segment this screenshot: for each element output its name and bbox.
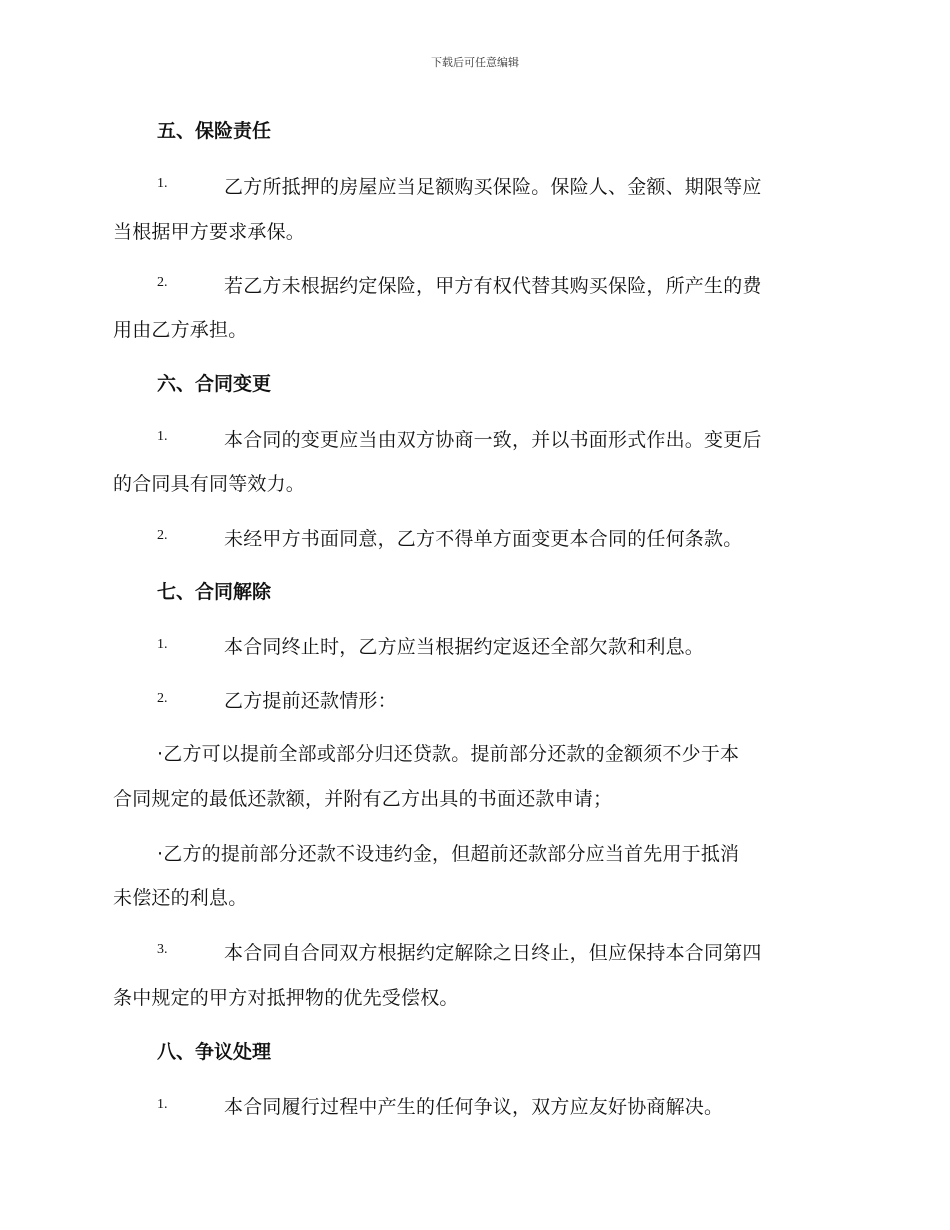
item-number: 1. xyxy=(157,429,168,444)
item-number: 2. xyxy=(157,528,168,543)
section-heading-7: 七、合同解除 xyxy=(157,581,272,603)
paragraph-line: 乙方所抵押的房屋应当足额购买保险。保险人、金额、期限等应 xyxy=(224,176,762,198)
paragraph-line: 合同规定的最低还款额，并附有乙方出具的书面还款申请； xyxy=(113,788,613,810)
paragraph-line: 本合同的变更应当由双方协商一致，并以书面形式作出。变更后 xyxy=(224,429,762,451)
paragraph-line: 若乙方未根据约定保险，甲方有权代替其购买保险，所产生的费 xyxy=(224,275,762,297)
bullet-line: ·乙方可以提前全部或部分归还贷款。提前部分还款的金额须不少于本 xyxy=(157,743,740,765)
paragraph-line: 本合同自合同双方根据约定解除之日终止，但应保持本合同第四 xyxy=(224,942,762,964)
paragraph-line: 用由乙方承担。 xyxy=(113,319,248,341)
item-number: 1. xyxy=(157,176,168,191)
bullet-line: ·乙方的提前部分还款不设违约金，但超前还款部分应当首先用于抵消 xyxy=(157,843,740,865)
paragraph-line: 当根据甲方要求承保。 xyxy=(113,221,306,243)
paragraph-line: 本合同履行过程中产生的任何争议，双方应友好协商解决。 xyxy=(224,1096,724,1118)
paragraph-line: 本合同终止时，乙方应当根据约定返还全部欠款和利息。 xyxy=(224,636,705,658)
item-number: 1. xyxy=(157,1097,168,1112)
item-number: 2. xyxy=(157,275,168,290)
section-heading-8: 八、争议处理 xyxy=(157,1041,272,1063)
section-heading-5: 五、保险责任 xyxy=(157,120,272,142)
section-heading-6: 六、合同变更 xyxy=(157,373,272,395)
item-number: 2. xyxy=(157,691,168,706)
paragraph-line: 的合同具有同等效力。 xyxy=(113,473,306,495)
page-header: 下载后可任意编辑 xyxy=(431,56,519,69)
paragraph-line: 未偿还的利息。 xyxy=(113,887,248,909)
item-number: 3. xyxy=(157,942,168,957)
item-number: 1. xyxy=(157,637,168,652)
paragraph-line: 条中规定的甲方对抵押物的优先受偿权。 xyxy=(113,987,459,1009)
paragraph-line: 乙方提前还款情形： xyxy=(224,690,397,712)
paragraph-line: 未经甲方书面同意，乙方不得单方面变更本合同的任何条款。 xyxy=(224,528,743,550)
